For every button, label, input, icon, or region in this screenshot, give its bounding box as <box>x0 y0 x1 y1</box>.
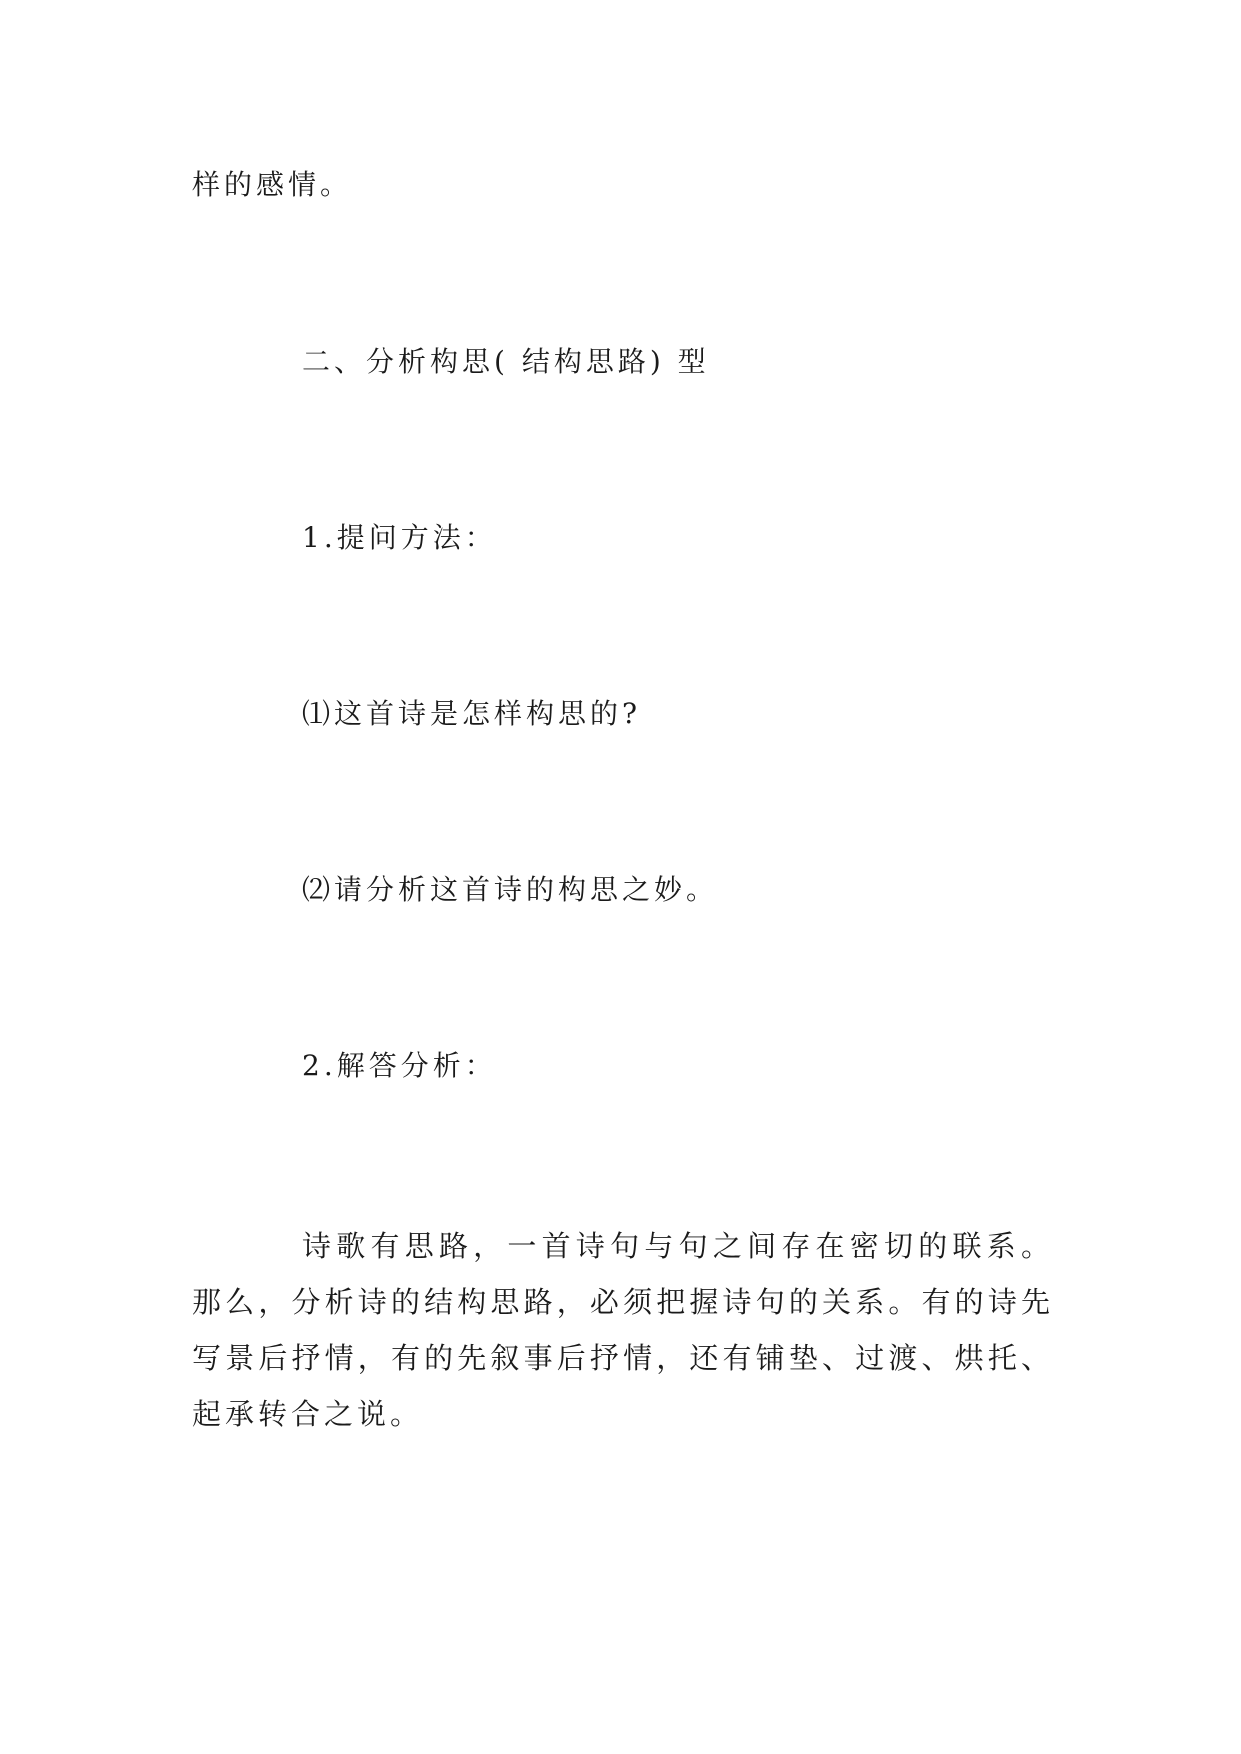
section-heading: 二、分析构思( 结构思路) 型 <box>302 345 710 378</box>
question-1: ⑴这首诗是怎样构思的? <box>302 697 642 730</box>
item2-heading: 2.解答分析： <box>302 1049 497 1082</box>
question-2: ⑵请分析这首诗的构思之妙。 <box>302 873 719 906</box>
analysis-paragraph: 诗歌有思路，一首诗句与句之间存在密切的联系。那么，分析诗的结构思路，必须把握诗句的关系。有的诗先写景后抒情，有的先叙事后抒情，还有铺垫、过渡、烘托、起承转合之说。 <box>192 1229 1054 1431</box>
item1-heading: 1.提问方法： <box>302 521 497 554</box>
continuation-text: 样的感情。 <box>192 168 353 201</box>
